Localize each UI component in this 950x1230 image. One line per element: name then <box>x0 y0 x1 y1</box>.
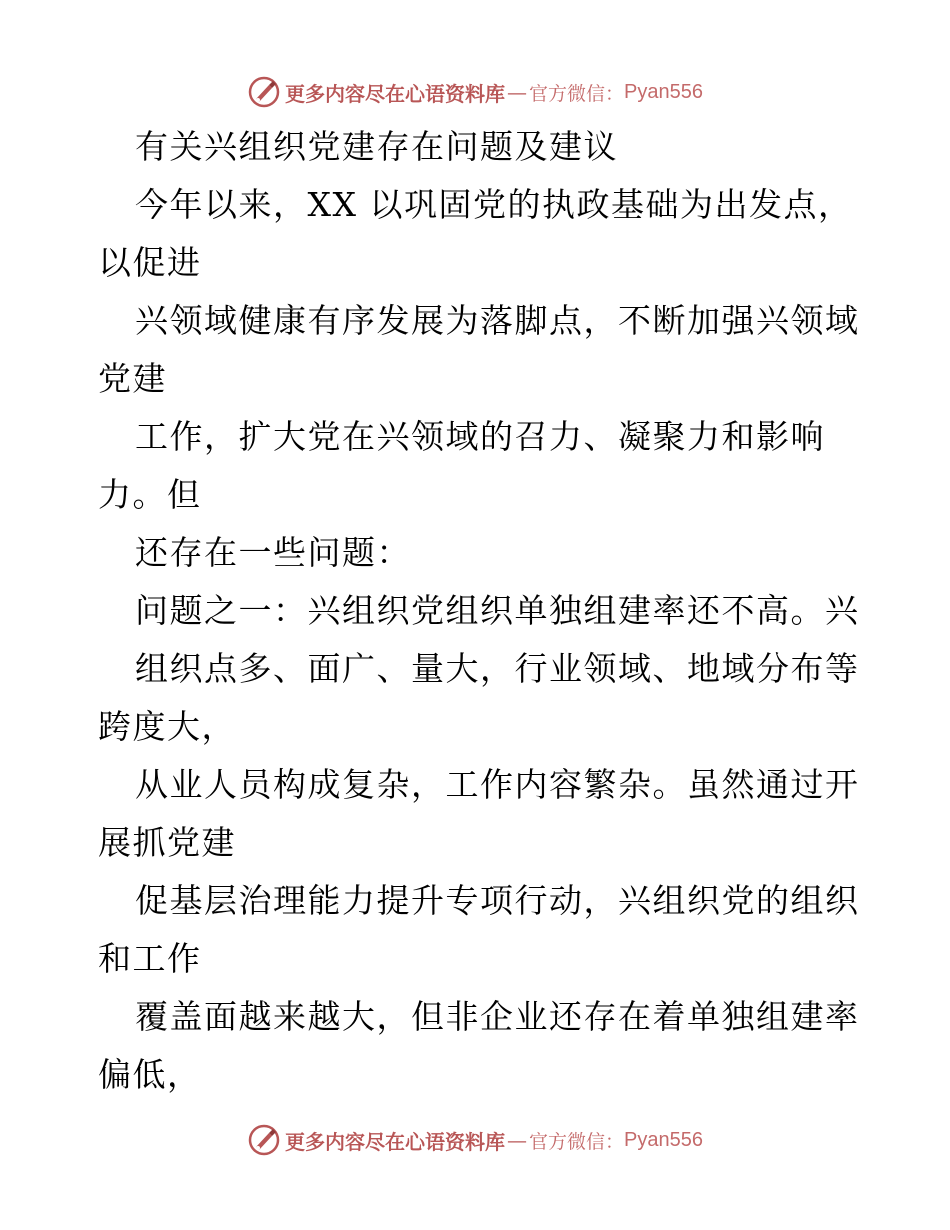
document-title: 有关兴组织党建存在问题及建议 <box>135 127 618 166</box>
banner-wechat-id: Pyan556 <box>624 1128 703 1151</box>
text-line: 组织点多、面广、量大，行业领域、地域分布等 <box>135 649 860 688</box>
text-line: 覆盖面越来越大，但非企业还存在着单独组建率 <box>135 997 860 1036</box>
banner-wechat-id: Pyan556 <box>624 80 703 103</box>
banner-dash: — <box>507 1128 527 1152</box>
banner-dash: — <box>507 80 527 104</box>
text-line: 和工作 <box>98 939 202 978</box>
banner-site-text: 更多内容尽在心语资料库 <box>285 81 505 106</box>
banner-wechat-label: 官方微信： <box>529 1130 625 1153</box>
text-line: 展抓党建 <box>98 823 236 862</box>
text-line: 促基层治理能力提升专项行动，兴组织党的组织 <box>135 881 860 920</box>
banner-site-text: 更多内容尽在心语资料库 <box>285 1129 505 1154</box>
text-line: 从业人员构成复杂，工作内容繁杂。虽然通过开 <box>135 765 860 804</box>
pen-logo-icon <box>247 75 281 109</box>
pen-logo-icon <box>247 1123 281 1157</box>
text-line: 力。但 <box>98 475 202 514</box>
text-line: 以促进 <box>98 243 202 282</box>
text-line: 问题之一：兴组织党组织单独组建率还不高。兴 <box>135 591 860 630</box>
header-banner <box>0 72 950 112</box>
footer-banner <box>0 1120 950 1160</box>
banner-wechat-label: 官方微信： <box>529 82 625 105</box>
text-line: 今年以来，XX 以巩固党的执政基础为出发点， <box>135 185 853 224</box>
document-body <box>98 118 858 1104</box>
text-line: 偏低， <box>98 1055 202 1094</box>
text-line: 还存在一些问题： <box>135 533 411 572</box>
text-line: 跨度大， <box>98 707 236 746</box>
text-line: 兴领域健康有序发展为落脚点，不断加强兴领域 <box>135 301 860 340</box>
text-line: 工作，扩大党在兴领域的召力、凝聚力和影响 <box>135 417 825 456</box>
text-line: 党建 <box>98 359 167 398</box>
